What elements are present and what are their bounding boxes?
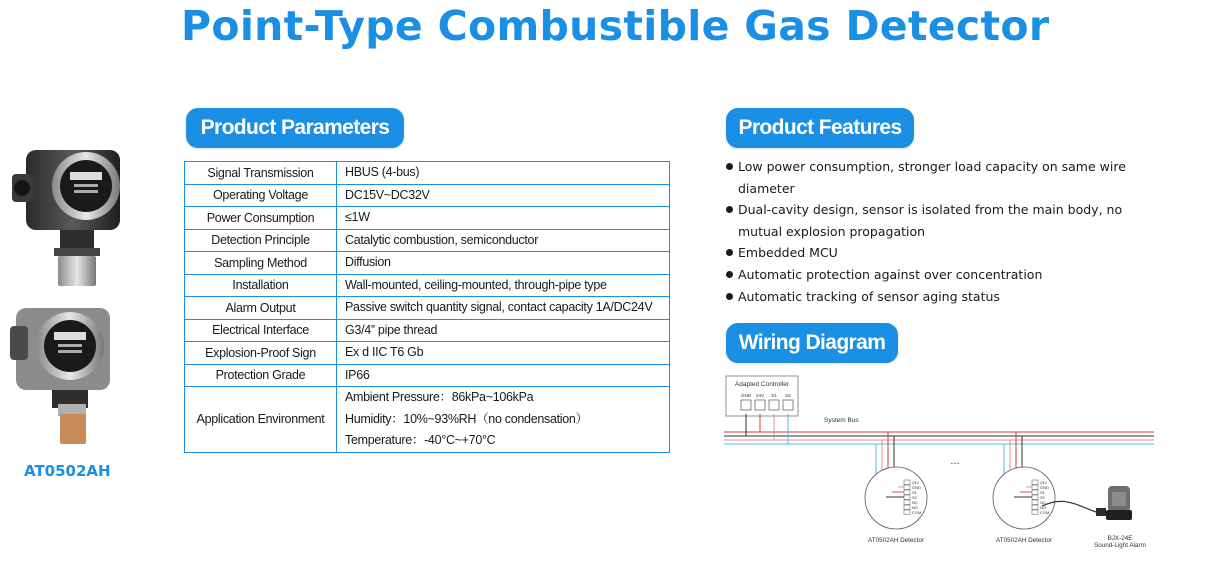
- controller-label: Adapted Controller: [734, 381, 790, 388]
- detector-terminal: [904, 510, 910, 515]
- bullet-icon: [726, 249, 733, 256]
- detector-terminal-label: S2: [912, 494, 917, 500]
- param-value-line: Catalytic combustion, semiconductor: [345, 232, 539, 247]
- model-label: AT0502AH: [24, 462, 111, 480]
- detector-terminal-label: COM: [912, 509, 922, 515]
- param-value-line: IP66: [345, 367, 370, 382]
- detector-2-label: AT0502AH Detector: [996, 537, 1052, 544]
- param-row: [185, 342, 670, 365]
- param-value: [337, 364, 670, 387]
- sound-light-alarm: [1094, 486, 1146, 549]
- bullet-icon: [726, 293, 733, 300]
- detector-terminal-label: COM: [1040, 509, 1050, 515]
- param-name: Installation: [185, 274, 337, 297]
- detector-terminal-label: NO: [1040, 504, 1046, 510]
- detector-2: [993, 432, 1096, 544]
- feature-text: Automatic protection against over concentration: [738, 266, 1043, 282]
- param-name: Power Consumption: [185, 207, 337, 230]
- controller-terminal-label: GND: [741, 393, 751, 398]
- param-value: [337, 342, 670, 365]
- feature-item: [725, 264, 1145, 286]
- detector-terminal: [1032, 485, 1038, 490]
- page-title: Point-Type Combustible Gas Detector: [181, 2, 1050, 50]
- detector-terminal: [1032, 495, 1038, 500]
- param-row: [185, 364, 670, 387]
- ellipsis: ...: [950, 455, 960, 467]
- feature-item: [725, 286, 1145, 308]
- feature-text: Low power consumption, stronger load capacity on same wire diameter: [738, 159, 1126, 196]
- bullet-icon: [726, 206, 733, 213]
- detector-terminal-label: 24V: [1040, 479, 1048, 485]
- features-list: [725, 156, 1145, 307]
- features-heading: Product Features: [726, 108, 914, 148]
- detector-terminal-label: GND: [912, 484, 921, 490]
- param-row: [185, 274, 670, 297]
- detector-terminal: [1032, 500, 1038, 505]
- param-name: Protection Grade: [185, 364, 337, 387]
- detector-terminal: [904, 490, 910, 495]
- wiring-diagram: [724, 374, 1164, 554]
- alarm-model: BJX-24E: [1107, 535, 1133, 542]
- param-value-line: Humidity：10%~93%RH（no condensation）: [345, 411, 588, 426]
- wiring-heading: Wiring Diagram: [726, 323, 898, 363]
- parameters-table: [184, 161, 670, 453]
- param-value-line: ≤1W: [345, 210, 370, 224]
- param-value-line: Ex d IIC T6 Gb: [345, 345, 424, 359]
- controller-terminal-label: S2: [785, 393, 791, 398]
- param-name: Sampling Method: [185, 252, 337, 275]
- detector-1: [865, 432, 927, 544]
- feature-item: [725, 242, 1145, 264]
- detector-terminal: [904, 480, 910, 485]
- param-name: Electrical Interface: [185, 319, 337, 342]
- detector-terminal: [1032, 480, 1038, 485]
- param-name: Operating Voltage: [185, 184, 337, 207]
- detector-terminal: [1032, 505, 1038, 510]
- param-row: [185, 319, 670, 342]
- detector-terminal: [904, 485, 910, 490]
- param-value: [337, 207, 670, 230]
- param-row: [185, 297, 670, 320]
- param-value: [337, 319, 670, 342]
- detector-terminal: [1032, 490, 1038, 495]
- detector-1-label: AT0502AH Detector: [868, 537, 924, 544]
- param-row: [185, 207, 670, 230]
- param-name: Signal Transmission: [185, 162, 337, 185]
- detector-terminal: [1032, 510, 1038, 515]
- detector-image-angle: [8, 300, 118, 448]
- detector-image-front: [8, 142, 128, 292]
- param-row: [185, 229, 670, 252]
- detector-terminal-label: S1: [1040, 489, 1045, 495]
- controller-terminal: [741, 400, 751, 410]
- detector-terminal: [904, 505, 910, 510]
- param-name: Explosion-Proof Sign: [185, 342, 337, 365]
- detector-terminal-label: NC: [1040, 499, 1046, 505]
- bus-label: System Bus: [824, 417, 859, 424]
- param-name: Detection Principle: [185, 229, 337, 252]
- param-value-line: Passive switch quantity signal, contact capacity 1A/DC24V: [345, 300, 653, 314]
- param-value: [337, 184, 670, 207]
- detector-terminal: [904, 500, 910, 505]
- detector-terminal-label: NC: [912, 499, 918, 505]
- detector-terminal-label: 24V: [912, 479, 920, 485]
- detector-terminal-label: NO: [912, 504, 918, 510]
- param-value-line: G3/4” pipe thread: [345, 322, 438, 337]
- feature-text: Embedded MCU: [738, 245, 838, 261]
- controller-terminal-label: S1: [771, 393, 777, 398]
- detector-terminal-label: GND: [1040, 484, 1049, 490]
- param-value: [337, 274, 670, 297]
- detector-terminal-label: S2: [1040, 494, 1045, 500]
- param-value: [337, 252, 670, 275]
- bullet-icon: [726, 163, 733, 170]
- controller-terminal: [783, 400, 793, 410]
- param-value-line: Ambient Pressure：86kPa~106kPa: [345, 390, 534, 404]
- param-value-line: HBUS (4-bus): [345, 165, 420, 179]
- param-value: [337, 387, 670, 453]
- controller-terminal: [755, 400, 765, 410]
- controller-terminal: [769, 400, 779, 410]
- param-value-line: Temperature：-40°C~+70°C: [345, 433, 496, 447]
- param-name: Application Environment: [185, 387, 337, 453]
- detector-terminal: [904, 495, 910, 500]
- feature-item: [725, 199, 1145, 242]
- param-row: [185, 387, 670, 453]
- param-value: [337, 297, 670, 320]
- feature-text: Automatic tracking of sensor aging status: [738, 288, 1000, 304]
- param-value-line: DC15V~DC32V: [345, 187, 430, 202]
- param-row: [185, 184, 670, 207]
- param-row: [185, 162, 670, 185]
- alarm-label: Sound-Light Alarm: [1094, 542, 1146, 549]
- feature-item: [725, 156, 1145, 199]
- detector-terminal-label: S1: [912, 489, 917, 495]
- param-value-line: Diffusion: [345, 255, 391, 269]
- param-row: [185, 252, 670, 275]
- parameters-heading: Product Parameters: [186, 108, 404, 148]
- param-value: [337, 229, 670, 252]
- param-value-line: Wall-mounted, ceiling-mounted, through-pipe type: [345, 277, 607, 292]
- bullet-icon: [726, 271, 733, 278]
- param-name: Alarm Output: [185, 297, 337, 320]
- controller-terminal-label: 24V: [755, 393, 765, 398]
- feature-text: Dual-cavity design, sensor is isolated from the main body, no mutual explosion propagation: [738, 202, 1123, 239]
- param-value: [337, 162, 670, 185]
